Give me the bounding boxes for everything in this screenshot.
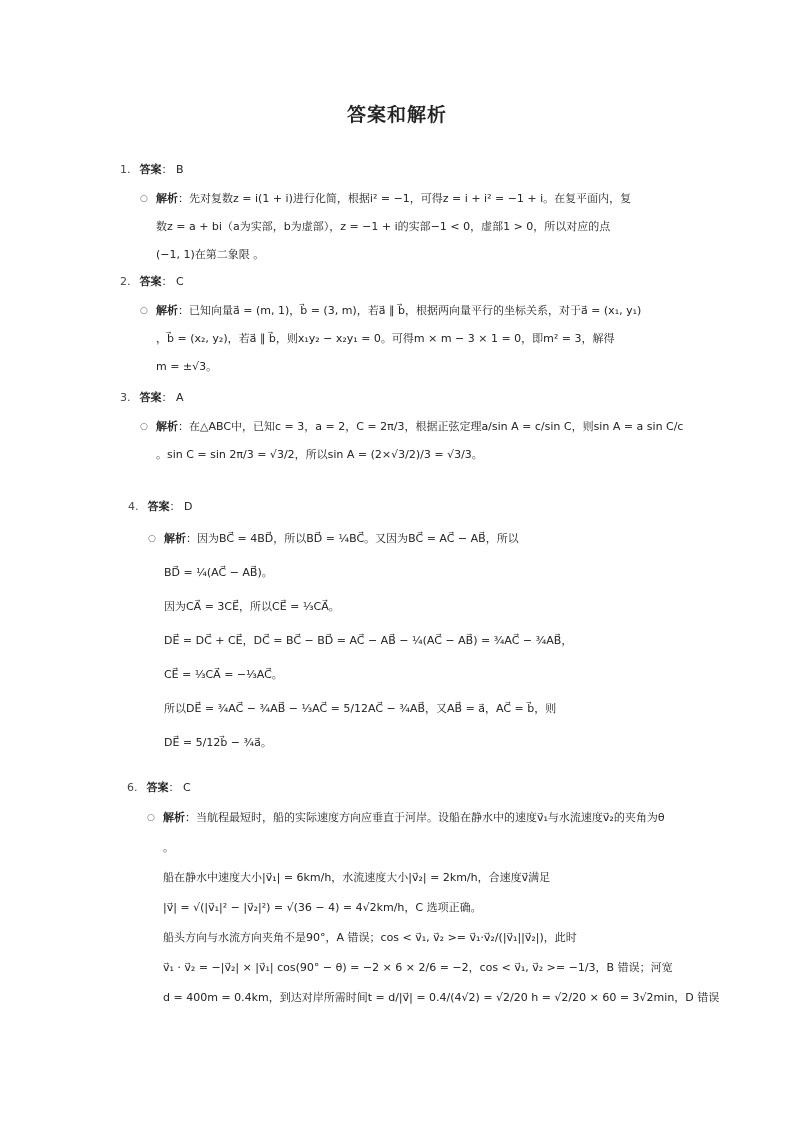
answer-value: C [176,275,184,288]
analysis-line: DE⃗ = 5/12b⃗ − ¾a⃗。 [164,736,272,749]
analysis-line: 。sin C = sin 2π/3 = √3/2，所以sin A = (2×√3/2)/3 = √3/3。 [156,448,483,461]
answer-value: B [176,163,184,176]
analysis-line: 解析：当航程最短时，船的实际速度方向应垂直于河岸。设船在静水中的速度v⃗₁与水流速度v⃗₂的夹角为θ [163,811,665,824]
analysis-line: DE⃗ = DC⃗ + CE⃗，DC⃗ = BC⃗ − BD⃗ = AC⃗ − AB⃗ − ¼(AC⃗ − AB⃗) = ¾AC⃗ − ¾AB⃗， [164,634,573,647]
question-header: 2. 答案： C [120,273,680,291]
question-3 [120,389,684,469]
analysis-line: 解析：因为BC⃗ = 4BD⃗，所以BD⃗ = ¼BC⃗。又因为BC⃗ = AC⃗ − AB⃗，所以 [164,532,519,545]
analysis-line: ，b⃗ = (x₂, y₂)，若a⃗ ∥ b⃗，则x₁y₂ − x₂y₁ = 0。可得m × m − 3 × 1 = 0，即m² = 3，解得 [156,332,615,345]
question-header: 4. 答案： D [128,498,688,516]
analysis-line: 解析：先对复数z = i(1 + i)进行化简，根据i² = −1，可得z = i + i² = −1 + i。在复平面内，复 [156,192,632,205]
analysis-line: 因为CA⃗ = 3CE⃗，所以CE⃗ = ⅓CA⃗。 [164,600,340,613]
question-number: 2. [120,275,131,288]
analysis-block [140,413,684,469]
analysis-line: CE⃗ = ⅓CA⃗ = −⅓AC⃗。 [164,668,283,681]
answer-label: 答案 [147,500,170,513]
analysis-block [148,522,688,760]
answer-value: A [176,391,184,404]
bullet-icon: ○ [140,422,148,432]
analysis-line: 数z = a + bi（a为实部，b为虚部），z = −1 + i的实部−1 < 0，虚部1 > 0，所以对应的点 [156,220,611,233]
analysis-label: 解析 [156,304,178,317]
answer-label: 答案 [139,163,162,176]
bullet-icon: ○ [148,534,156,544]
analysis-line: 。 [163,841,174,854]
analysis-block [140,185,680,269]
analysis-label: 解析 [163,811,185,824]
analysis-line: 船头方向与水流方向夹角不是90°，A 错误；cos < v⃗₁, v⃗₂ >= v⃗₁·v⃗₂/(|v⃗₁||v⃗₂|)，此时 [163,931,577,944]
bullet-icon: ○ [140,306,148,316]
analysis-block [147,803,720,1013]
analysis-line: m = ±√3。 [156,360,218,373]
question-number: 4. [128,500,139,513]
analysis-block [140,297,680,381]
question-number: 3. [120,391,131,404]
analysis-line: v⃗₁ · v⃗₂ = −|v⃗₂| × |v⃗₁| cos(90° − θ) = −2 × 6 × 2/6 = −2，cos < v⃗₁, v⃗₂ >= −1/3，B 错误；河宽 [163,961,673,974]
analysis-line: 解析：在△ABC中，已知c = 3，a = 2，C = 2π/3，根据正弦定理a/sin A = c/sin C，则sin A = a sin C/c [156,420,684,433]
question-number: 1. [120,163,131,176]
question-header: 6. 答案： C [127,779,687,797]
answer-value: D [184,500,193,513]
analysis-line: 所以DE⃗ = ¾AC⃗ − ¾AB⃗ − ⅓AC⃗ = 5/12AC⃗ − ¾AB⃗，又AB⃗ = a⃗，AC⃗ = b⃗，则 [164,702,557,715]
question-2 [120,273,680,381]
analysis-line: (−1, 1)在第二象限 。 [156,248,265,261]
answer-label: 答案 [139,275,162,288]
bullet-icon: ○ [140,194,148,204]
analysis-label: 解析 [156,192,178,205]
page-title: 答案和解析 [346,104,447,126]
analysis-label: 解析 [156,420,178,433]
analysis-line: |v⃗| = √(|v⃗₁|² − |v⃗₂|²) = √(36 − 4) = 4√2km/h，C 选项正确。 [163,901,482,914]
question-4 [128,498,688,760]
question-number: 6. [127,781,138,794]
analysis-line: 船在静水中速度大小|v⃗₁| = 6km/h，水流速度大小|v⃗₂| = 2km/h，合速度v⃗满足 [163,871,551,884]
question-1 [120,161,680,269]
question-6 [127,779,720,1013]
answer-value: C [183,781,191,794]
answer-label: 答案 [146,781,169,794]
analysis-label: 解析 [164,532,186,545]
analysis-line: BD⃗ = ¼(AC⃗ − AB⃗)。 [164,566,273,579]
analysis-line: d = 400m = 0.4km，到达对岸所需时间t = d/|v⃗| = 0.4/(4√2) = √2/20 h = √2/20 × 60 = 3√2min，D 错误 [163,991,720,1004]
question-header: 3. 答案： A [120,389,680,407]
bullet-icon: ○ [147,813,155,823]
question-header: 1. 答案： B [120,161,680,179]
analysis-line: 解析：已知向量a⃗ = (m, 1)，b⃗ = (3, m)，若a⃗ ∥ b⃗，根据两向量平行的坐标关系，对于a⃗ = (x₁, y₁) [156,304,642,317]
answer-label: 答案 [139,391,162,404]
